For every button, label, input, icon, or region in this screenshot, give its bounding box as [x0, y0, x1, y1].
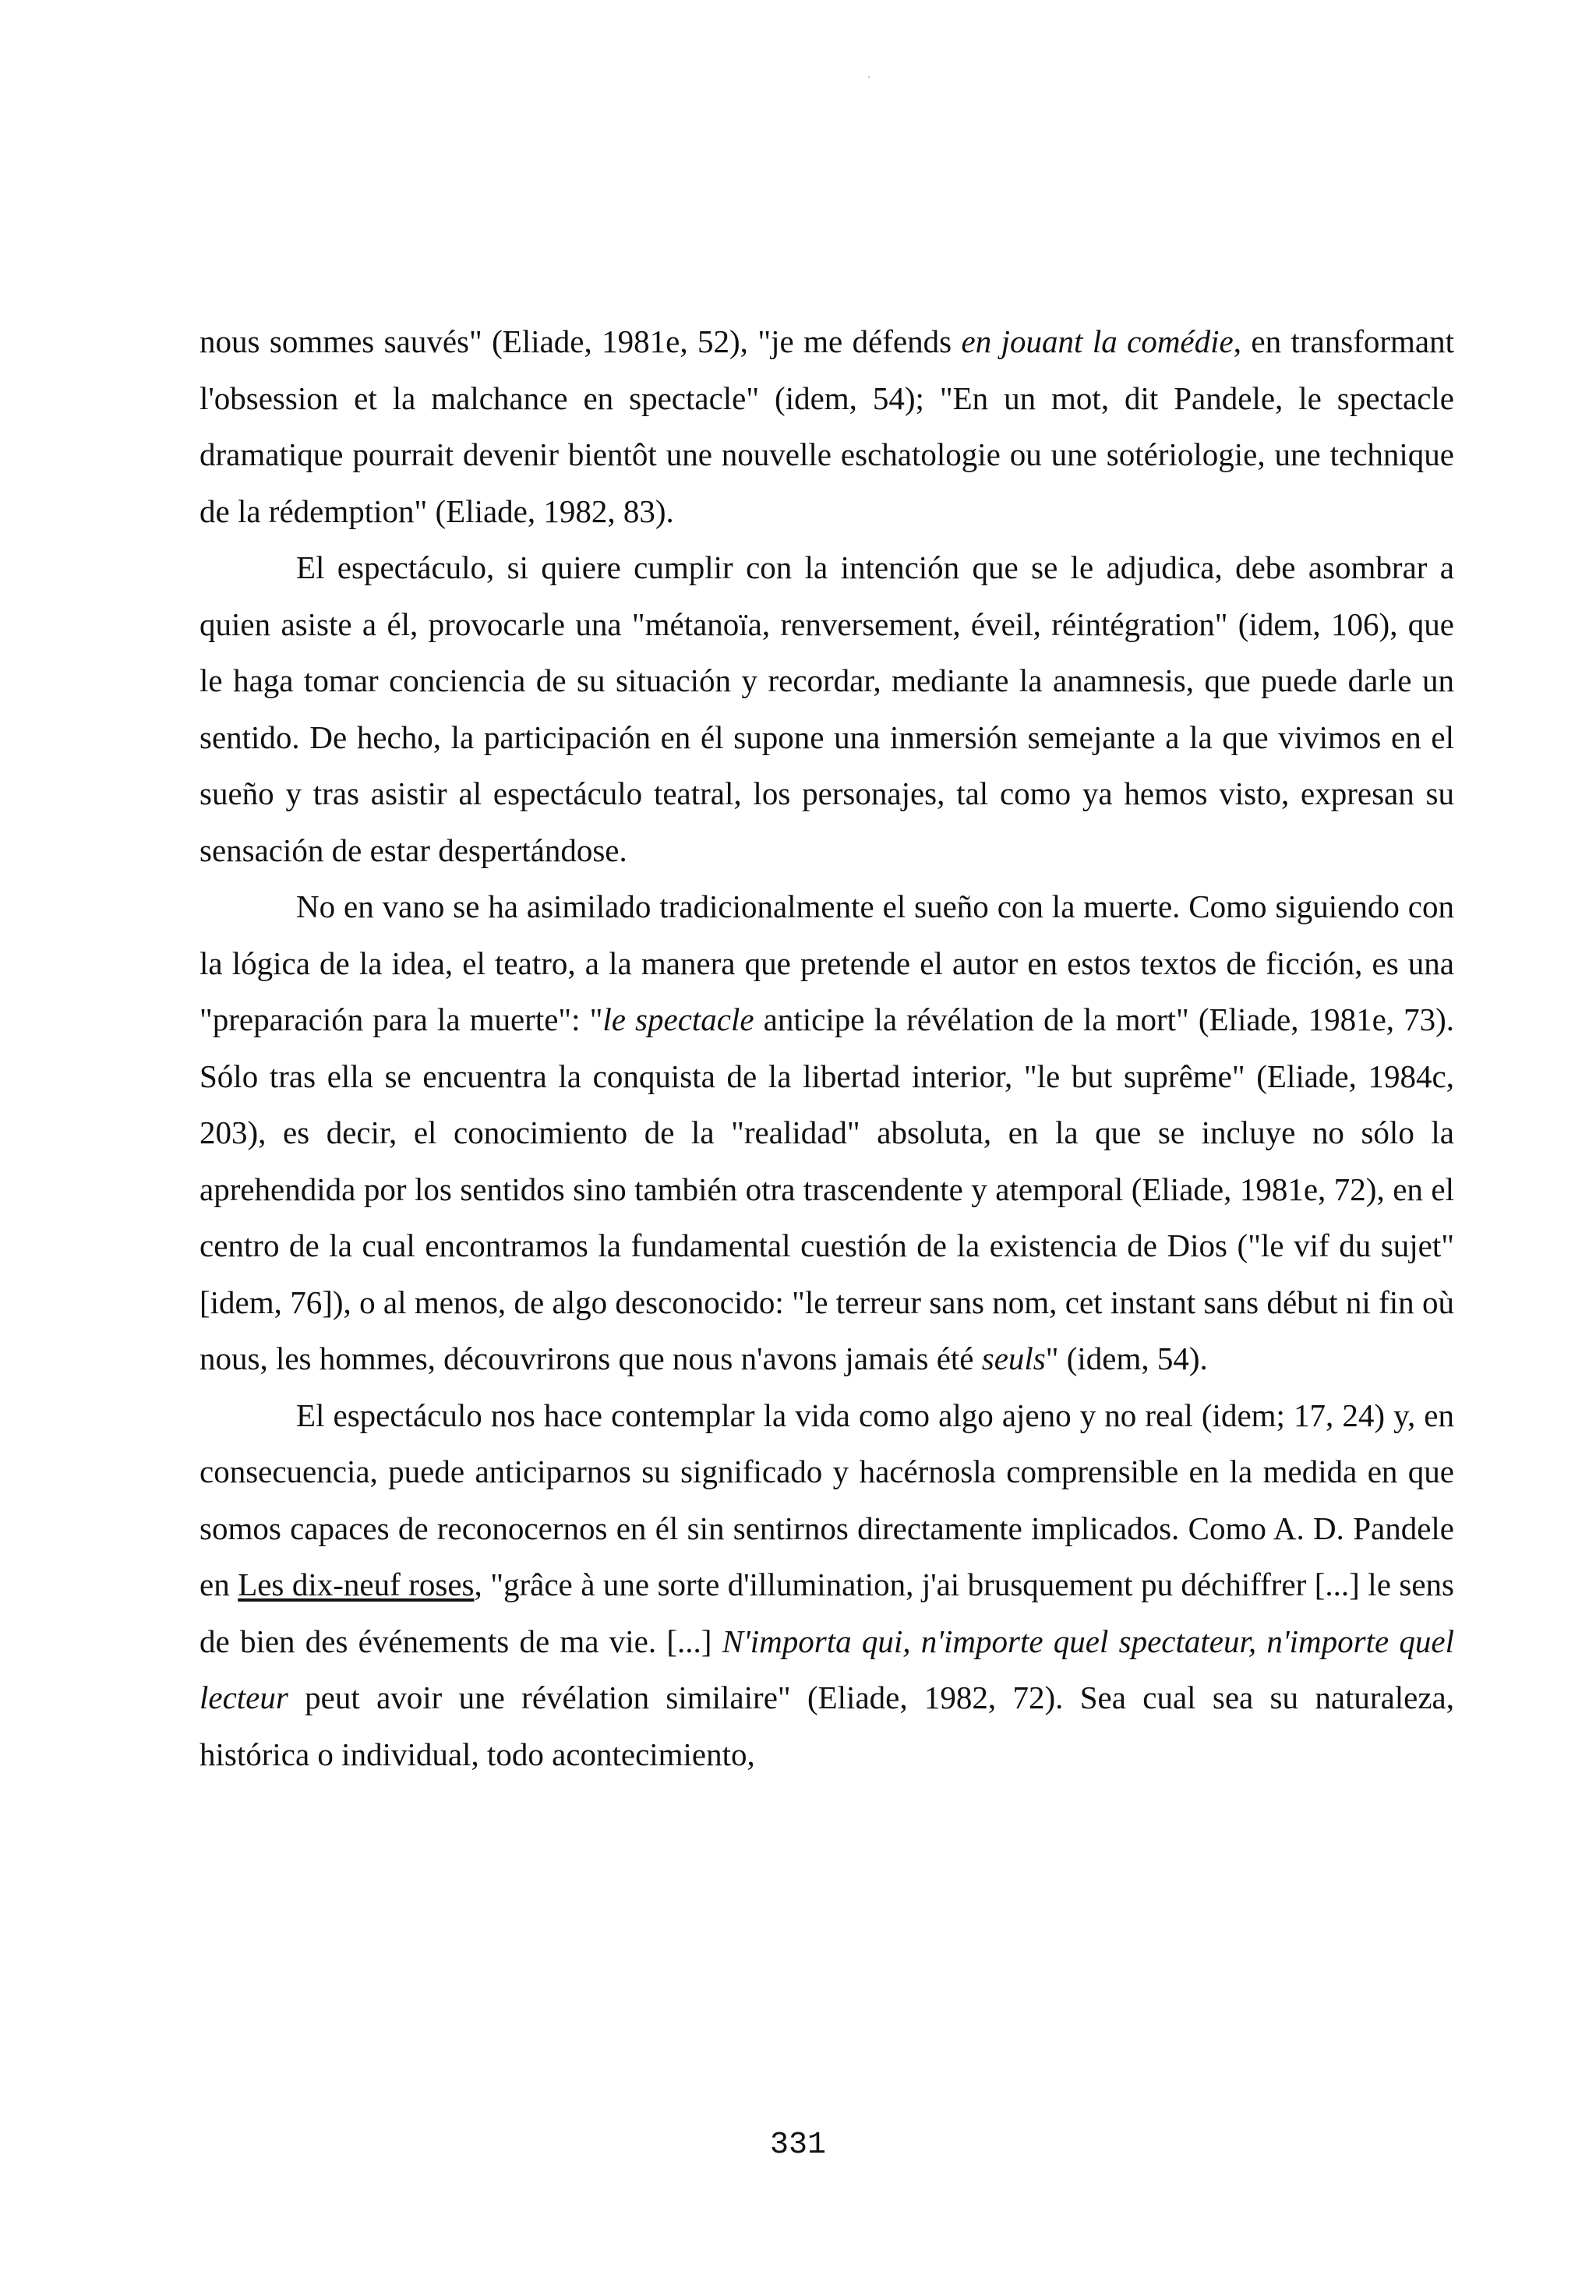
italic-text: en jouant la comédie — [961, 323, 1234, 359]
text-run: " (idem, 54). — [1045, 1341, 1208, 1376]
text-run: nous sommes sauvés" (Eliade, 1981e, 52), "je me défends — [200, 323, 962, 359]
italic-text: N'importa qui, n'importe quel spectateur, n'importe quel lecteur — [200, 1623, 1454, 1715]
text-run: anticipe la révélation de la mort" (Eliade, 1981e, 73). Sólo tras ella se encuentra la conquista de la libertad interior, "le but suprême" (Eliade, 1984c, 203), es decir, el conocimiento de la "realidad" absoluta, en la que se incluye no sólo la aprehendida por los sentidos sino también otra trascendente y atemporal (Eliade, 1981e, 72), en el centro de la cual encontramos la fundamental cuestión de la existencia de Dios ("le vif du sujet" [idem, 76]), o al menos, de algo desconocido: "le terreur sans nom, cet instant sans début ni fin où nous, les hommes, découvrirons que nous n'avons jamais été — [200, 1001, 1454, 1376]
text-run: , "grâce à une sorte d'illumination, j'ai brusquement pu déchiffrer [...] le sens de bien des événements de ma vie. [...] — [200, 1567, 1454, 1659]
paragraph — [200, 313, 1454, 539]
text-run: El espectáculo, si quiere cumplir con la intención que se le adjudica, debe asombrar a quien asiste a él, provocarle una "métanoïa, renversement, éveil, réintégration" (idem, 106), que le haga tomar conciencia de su situación y recordar, mediante la anamnesis, que puede darle un sentido. De hecho, la participación en él supone una inmersión semejante a la que vivimos en el sueño y tras asistir al espectáculo teatral, los personajes, tal como ya hemos visto, expresan su sensación de estar despertándose. — [200, 549, 1454, 868]
text-run: , en transformant l'obsession et la malchance en spectacle" (idem, 54); "En un mot, dit Pandele, le spectacle dramatique pourrait devenir bientôt une nouvelle eschatologie ou une sotériologie, une technique de la rédemption" (Eliade, 1982, 83). — [200, 323, 1454, 529]
italic-text: seuls — [981, 1341, 1046, 1376]
paragraph — [200, 539, 1454, 878]
paragraph — [200, 878, 1454, 1387]
page-number: 331 — [769, 2128, 826, 2163]
underlined-title: Les dix-neuf roses — [238, 1567, 475, 1602]
italic-text: le spectacle — [602, 1001, 754, 1037]
scan-mark — [868, 76, 870, 78]
text-run: El espectáculo nos hace contemplar la vida como algo ajeno y no real (idem; 17, 24) y, en consecuencia, puede anticiparnos su significado y hacérnosla comprensible en la medida en que somos capaces de reconocernos en él sin sentirnos directamente implicados. Como A. D. Pandele en — [200, 1397, 1454, 1602]
text-run: No en vano se ha asimilado tradicionalmente el sueño con la muerte. Como siguiendo con la lógica de la idea, el teatro, a la manera que pretende el autor en estos textos de ficción, es una "preparación para la muerte": " — [200, 888, 1454, 1037]
body-text — [200, 313, 1454, 1782]
text-run: peut avoir une révélation similaire" (Eliade, 1982, 72). Sea cual sea su naturaleza, histórica o individual, todo acontecimiento, — [200, 1680, 1454, 1772]
paragraph — [200, 1387, 1454, 1783]
